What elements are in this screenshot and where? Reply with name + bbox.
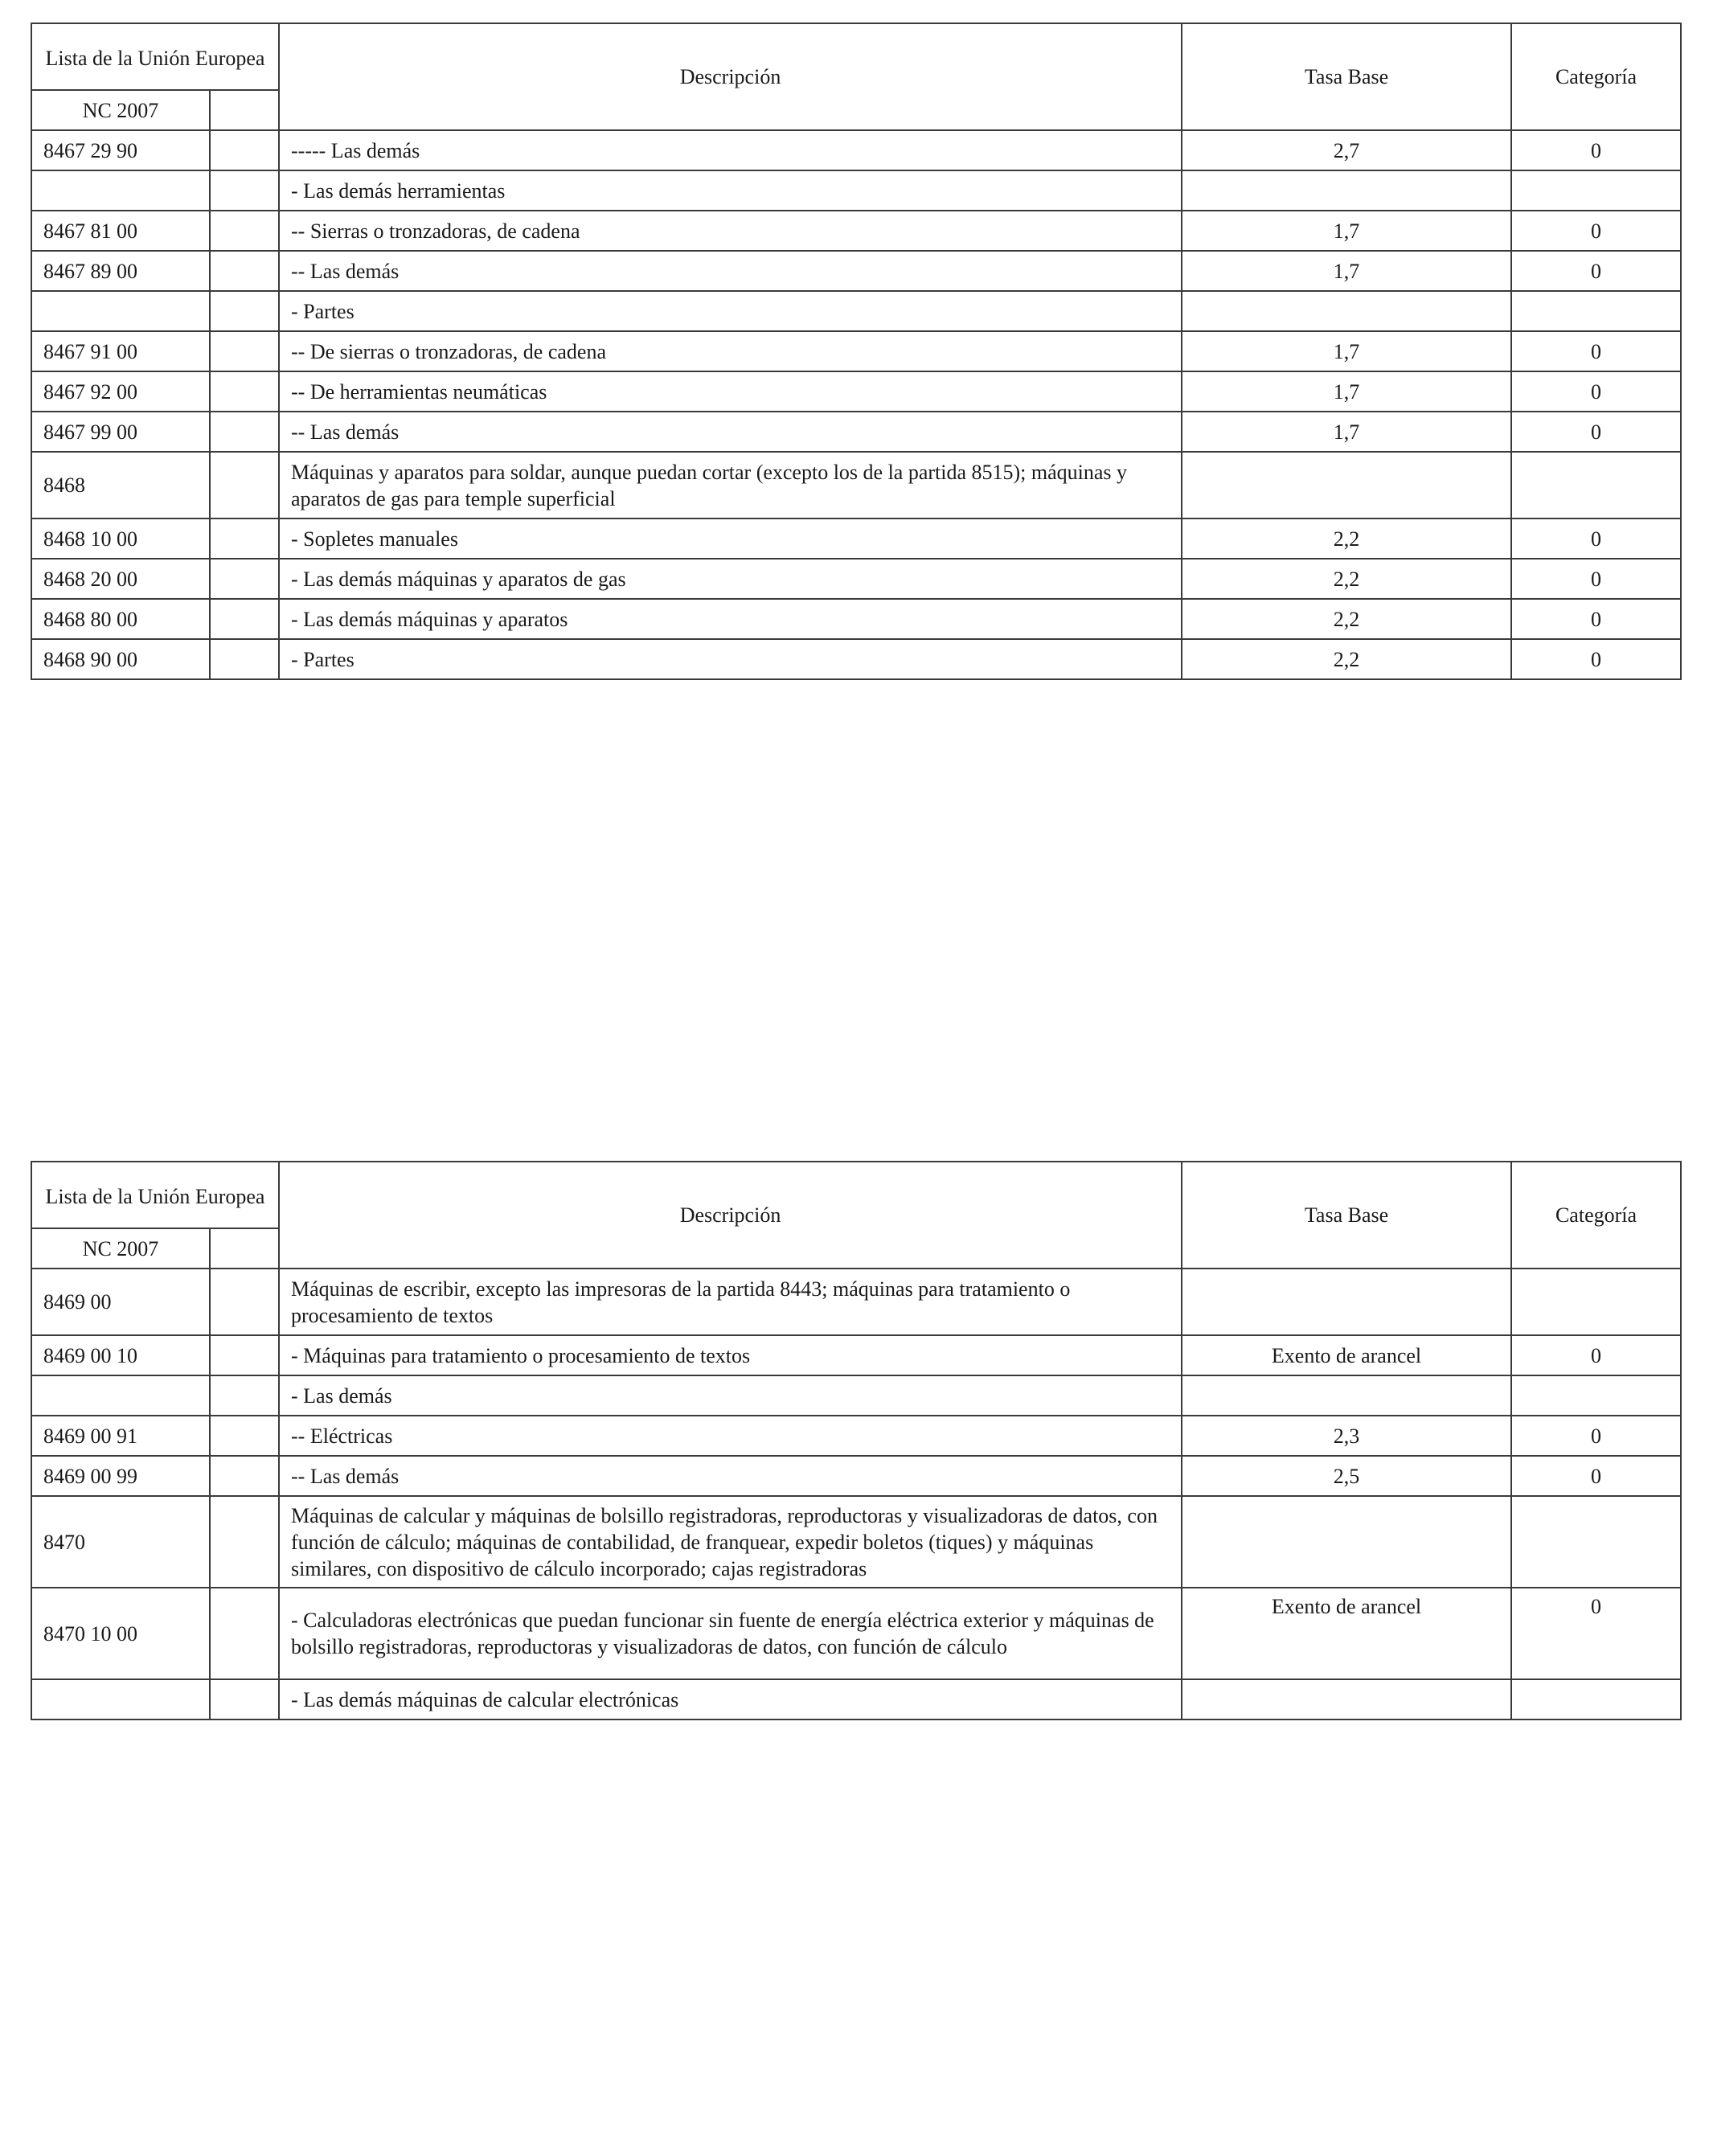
header-sub xyxy=(210,1228,279,1269)
cell-subcode xyxy=(210,371,279,412)
cell-nc-code: 8467 91 00 xyxy=(31,331,210,371)
cell-category: 0 xyxy=(1511,251,1681,291)
header-description: Descripción xyxy=(279,1162,1182,1269)
table-row xyxy=(31,251,1681,291)
cell-category xyxy=(1511,1269,1681,1335)
cell-description: - Máquinas para tratamiento o procesamiento de textos xyxy=(279,1335,1182,1375)
cell-base-rate: 1,7 xyxy=(1182,412,1511,452)
cell-nc-code: 8470 xyxy=(31,1496,210,1588)
table-row xyxy=(31,1269,1681,1335)
cell-subcode xyxy=(210,1679,279,1719)
cell-subcode xyxy=(210,599,279,639)
cell-nc-code: 8469 00 99 xyxy=(31,1456,210,1496)
cell-category: 0 xyxy=(1511,1588,1681,1679)
cell-nc-code: 8467 92 00 xyxy=(31,371,210,412)
cell-nc-code: 8467 29 90 xyxy=(31,130,210,170)
cell-description: - Las demás máquinas y aparatos xyxy=(279,599,1182,639)
cell-category: 0 xyxy=(1511,599,1681,639)
cell-description: -- De sierras o tronzadoras, de cadena xyxy=(279,331,1182,371)
cell-subcode xyxy=(210,251,279,291)
cell-nc-code: 8468 20 00 xyxy=(31,559,210,599)
cell-subcode xyxy=(210,1269,279,1335)
cell-category xyxy=(1511,291,1681,331)
tariff-table xyxy=(31,1161,1682,1720)
cell-description: - Partes xyxy=(279,291,1182,331)
table-row xyxy=(31,170,1681,211)
header-rate: Tasa Base xyxy=(1182,23,1511,130)
cell-subcode xyxy=(210,452,279,519)
cell-nc-code: 8469 00 xyxy=(31,1269,210,1335)
cell-base-rate: 1,7 xyxy=(1182,211,1511,251)
table-row xyxy=(31,639,1681,679)
table-row xyxy=(31,211,1681,251)
table-row xyxy=(31,130,1681,170)
cell-description: Máquinas de calcular y máquinas de bolsillo registradoras, reproductoras y visualizadoras de datos, con función de cálculo; máquinas de contabilidad, de franquear, expedir boletos (tiques) y máquinas similares, con dispositivo de cálculo incorporado; cajas registradoras xyxy=(279,1496,1182,1588)
table-row xyxy=(31,291,1681,331)
cell-base-rate: 1,7 xyxy=(1182,251,1511,291)
cell-base-rate: Exento de arancel xyxy=(1182,1335,1511,1375)
cell-description: - Las demás máquinas de calcular electrónicas xyxy=(279,1679,1182,1719)
cell-nc-code xyxy=(31,1679,210,1719)
cell-subcode xyxy=(210,1335,279,1375)
table-row xyxy=(31,1335,1681,1375)
cell-base-rate: 2,5 xyxy=(1182,1456,1511,1496)
cell-category xyxy=(1511,1496,1681,1588)
cell-base-rate: 2,3 xyxy=(1182,1416,1511,1456)
cell-description: -- Eléctricas xyxy=(279,1416,1182,1456)
cell-category: 0 xyxy=(1511,331,1681,371)
cell-subcode xyxy=(210,412,279,452)
header-sub xyxy=(210,90,279,130)
cell-category: 0 xyxy=(1511,519,1681,559)
cell-nc-code: 8468 xyxy=(31,452,210,519)
table-row xyxy=(31,1375,1681,1416)
cell-subcode xyxy=(210,519,279,559)
cell-category: 0 xyxy=(1511,371,1681,412)
cell-category xyxy=(1511,170,1681,211)
cell-base-rate: 2,7 xyxy=(1182,130,1511,170)
cell-description: - Sopletes manuales xyxy=(279,519,1182,559)
cell-subcode xyxy=(210,1496,279,1588)
cell-description: -- Sierras o tronzadoras, de cadena xyxy=(279,211,1182,251)
header-category: Categoría xyxy=(1511,23,1681,130)
cell-base-rate: 2,2 xyxy=(1182,559,1511,599)
tariff-table xyxy=(31,23,1682,680)
header-category: Categoría xyxy=(1511,1162,1681,1269)
cell-category: 0 xyxy=(1511,639,1681,679)
cell-base-rate: 1,7 xyxy=(1182,371,1511,412)
table-row xyxy=(31,559,1681,599)
tariff-table-body xyxy=(31,1162,1681,1719)
cell-nc-code: 8469 00 10 xyxy=(31,1335,210,1375)
table-row xyxy=(31,331,1681,371)
table-row xyxy=(31,1588,1681,1679)
table-row xyxy=(31,452,1681,519)
cell-base-rate: Exento de arancel xyxy=(1182,1588,1511,1679)
cell-description: - Partes xyxy=(279,639,1182,679)
table-row xyxy=(31,1416,1681,1456)
cell-description: -- Las demás xyxy=(279,412,1182,452)
cell-description: -- De herramientas neumáticas xyxy=(279,371,1182,412)
cell-description: - Las demás máquinas y aparatos de gas xyxy=(279,559,1182,599)
cell-base-rate xyxy=(1182,1496,1511,1588)
header-row xyxy=(31,1162,1681,1228)
cell-nc-code: 8467 81 00 xyxy=(31,211,210,251)
tariff-table-body xyxy=(31,23,1681,679)
cell-description: Máquinas de escribir, excepto las impresoras de la partida 8443; máquinas para tratamiento o procesamiento de textos xyxy=(279,1269,1182,1335)
cell-nc-code: 8470 10 00 xyxy=(31,1588,210,1679)
cell-nc-code xyxy=(31,291,210,331)
cell-subcode xyxy=(210,639,279,679)
header-row xyxy=(31,23,1681,90)
cell-category: 0 xyxy=(1511,412,1681,452)
header-list: Lista de la Unión Europea xyxy=(31,1162,279,1228)
cell-subcode xyxy=(210,211,279,251)
cell-description: - Las demás herramientas xyxy=(279,170,1182,211)
cell-subcode xyxy=(210,1416,279,1456)
cell-base-rate xyxy=(1182,1375,1511,1416)
cell-base-rate xyxy=(1182,1679,1511,1719)
cell-nc-code: 8468 10 00 xyxy=(31,519,210,559)
cell-category: 0 xyxy=(1511,1456,1681,1496)
cell-base-rate: 2,2 xyxy=(1182,519,1511,559)
cell-category: 0 xyxy=(1511,1416,1681,1456)
cell-subcode xyxy=(210,559,279,599)
cell-subcode xyxy=(210,1456,279,1496)
cell-base-rate xyxy=(1182,170,1511,211)
cell-description: Máquinas y aparatos para soldar, aunque puedan cortar (excepto los de la partida 8515); máquinas y aparatos de gas para temple superficial xyxy=(279,452,1182,519)
table-row xyxy=(31,1456,1681,1496)
cell-nc-code: 8469 00 91 xyxy=(31,1416,210,1456)
cell-category: 0 xyxy=(1511,211,1681,251)
header-nc: NC 2007 xyxy=(31,90,210,130)
cell-category: 0 xyxy=(1511,559,1681,599)
cell-description: ----- Las demás xyxy=(279,130,1182,170)
cell-category xyxy=(1511,452,1681,519)
cell-nc-code: 8468 80 00 xyxy=(31,599,210,639)
table-row xyxy=(31,1679,1681,1719)
cell-subcode xyxy=(210,130,279,170)
table-row xyxy=(31,371,1681,412)
cell-description: - Las demás xyxy=(279,1375,1182,1416)
table-row xyxy=(31,519,1681,559)
cell-base-rate xyxy=(1182,452,1511,519)
cell-nc-code: 8467 99 00 xyxy=(31,412,210,452)
table-row xyxy=(31,599,1681,639)
cell-description: -- Las demás xyxy=(279,1456,1182,1496)
cell-base-rate xyxy=(1182,1269,1511,1335)
cell-base-rate xyxy=(1182,291,1511,331)
table-row xyxy=(31,1496,1681,1588)
cell-nc-code: 8467 89 00 xyxy=(31,251,210,291)
cell-subcode xyxy=(210,1375,279,1416)
cell-subcode xyxy=(210,331,279,371)
header-description: Descripción xyxy=(279,23,1182,130)
cell-base-rate: 2,2 xyxy=(1182,639,1511,679)
cell-nc-code xyxy=(31,170,210,211)
cell-category: 0 xyxy=(1511,1335,1681,1375)
cell-description: - Calculadoras electrónicas que puedan funcionar sin fuente de energía eléctrica exterior y máquinas de bolsillo registradoras, reproductoras y visualizadoras de datos, con función de cálculo xyxy=(279,1588,1182,1679)
cell-nc-code xyxy=(31,1375,210,1416)
table-row xyxy=(31,412,1681,452)
header-rate: Tasa Base xyxy=(1182,1162,1511,1269)
header-list: Lista de la Unión Europea xyxy=(31,23,279,90)
cell-subcode xyxy=(210,291,279,331)
cell-nc-code: 8468 90 00 xyxy=(31,639,210,679)
cell-base-rate: 1,7 xyxy=(1182,331,1511,371)
cell-subcode xyxy=(210,170,279,211)
cell-category xyxy=(1511,1375,1681,1416)
cell-base-rate: 2,2 xyxy=(1182,599,1511,639)
cell-subcode xyxy=(210,1588,279,1679)
cell-description: -- Las demás xyxy=(279,251,1182,291)
header-nc: NC 2007 xyxy=(31,1228,210,1269)
cell-category xyxy=(1511,1679,1681,1719)
cell-category: 0 xyxy=(1511,130,1681,170)
